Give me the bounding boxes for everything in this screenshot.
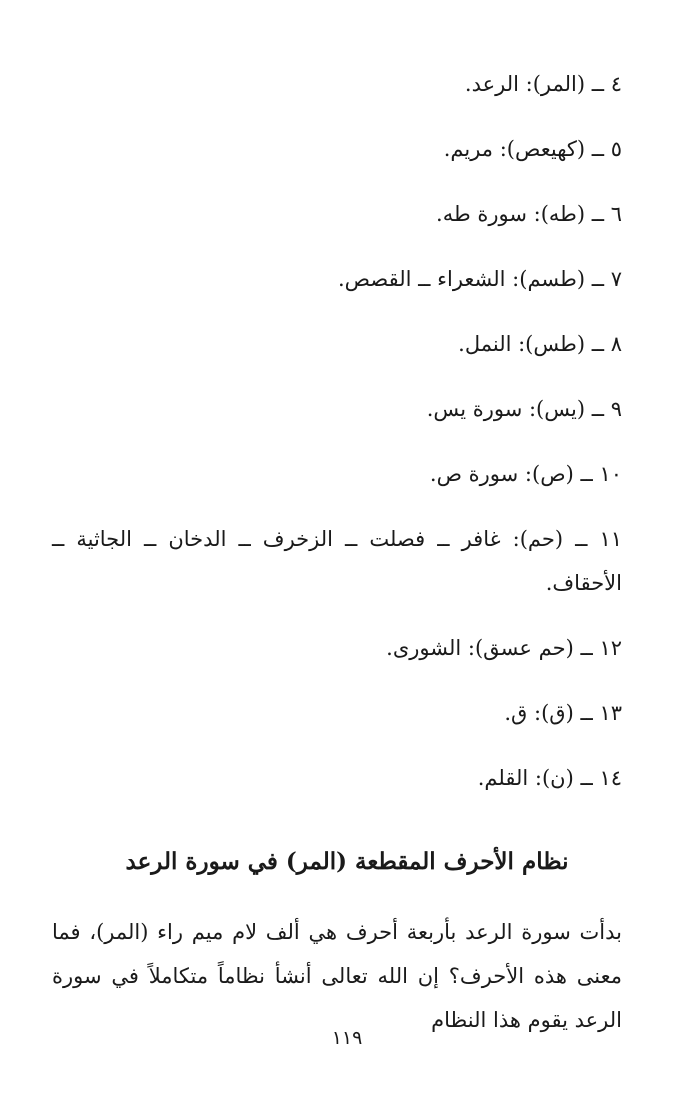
list-item: ٩ ــ (يس): سورة يس. — [426, 397, 622, 421]
list-item: ١٤ ــ (ن): القلم. — [477, 766, 622, 790]
list-item: ٧ ــ (طسم): الشعراء ــ القصص. — [337, 267, 622, 291]
section-heading: نظام الأحرف المقطعة (المر) في سورة الرعد — [125, 848, 569, 875]
list-item: ١١ ــ (حم): غافر ــ فصلت ــ الزخرف ــ الدخان ــ الجاثية ــ الأحقاف. — [52, 527, 622, 595]
page-number: ١١٩ — [331, 1027, 363, 1049]
list-item: ٦ ــ (طه): سورة طه. — [436, 202, 622, 226]
list-item: ٥ ــ (كهيعص): مريم. — [443, 137, 622, 161]
body-paragraph: بدأت سورة الرعد بأربعة أحرف هي ألف لام ميم راء (المر)، فما معنى هذه الأحرف؟ إن الله تعالى أنشأ نظاماً متكاملاً في سورة الرعد يقوم هذا النظام — [52, 920, 622, 1032]
surah-letters-list — [52, 62, 622, 821]
list-item: ١٢ ــ (حم عسق): الشورى. — [386, 636, 622, 660]
list-item: ٨ ــ (طس): النمل. — [458, 332, 622, 356]
list-item: ١٣ ــ (ق): ق. — [504, 701, 622, 725]
list-item: ٤ ــ (المر): الرعد. — [464, 72, 622, 96]
list-item: ١٠ ــ (ص): سورة ص. — [429, 462, 622, 486]
